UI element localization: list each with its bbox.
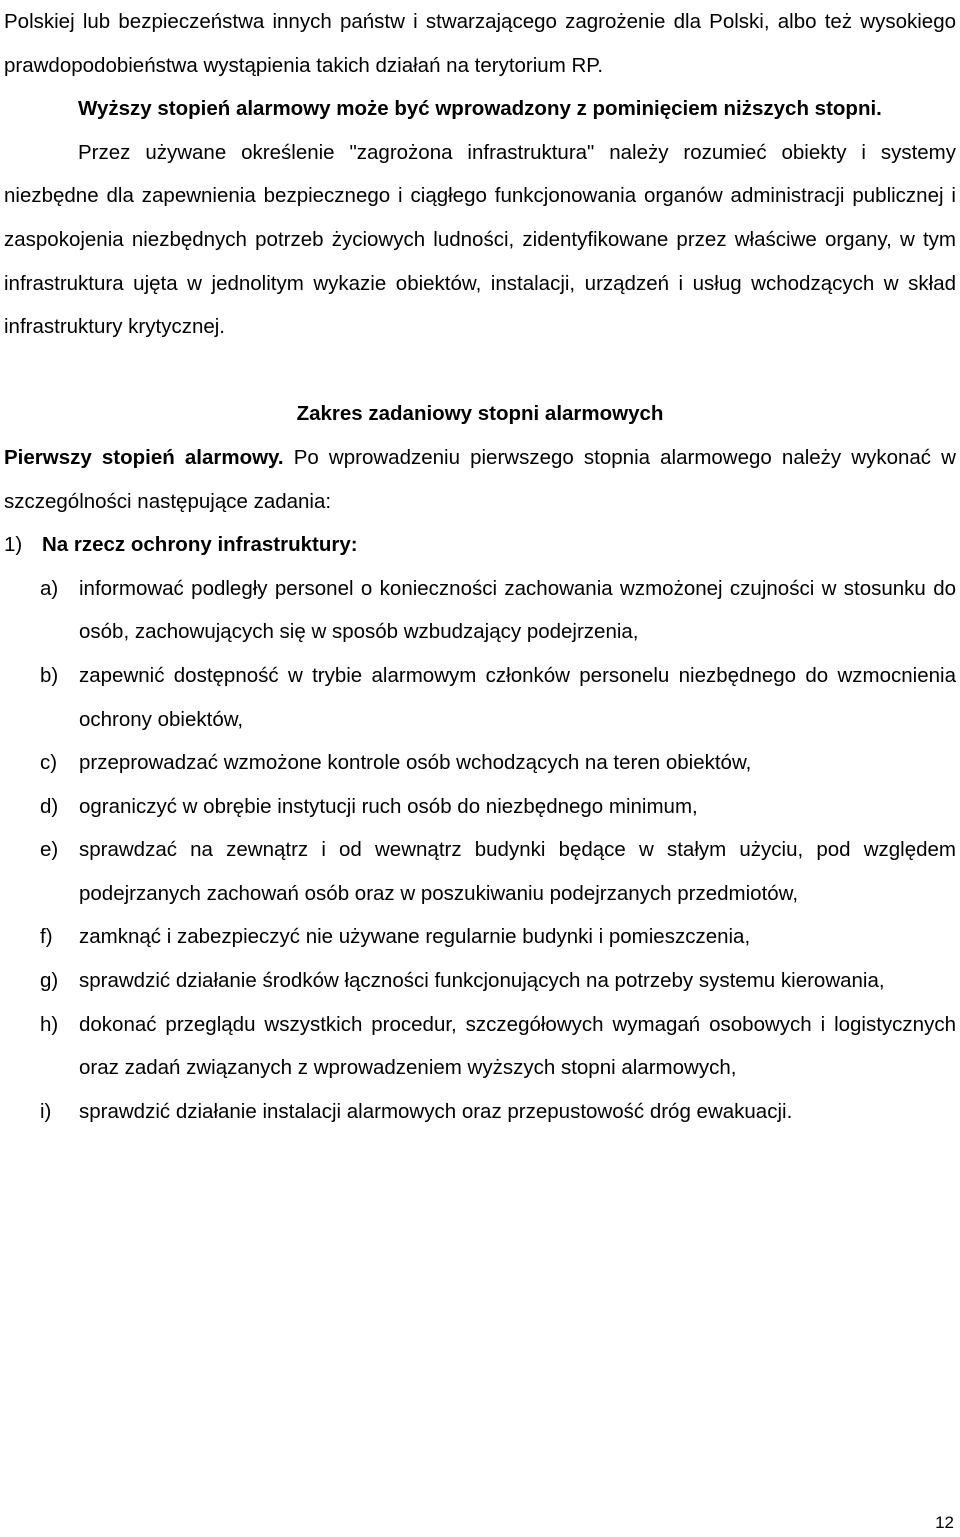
- intro-continuation-paragraph: Polskiej lub bezpieczeństwa innych państw i stwarzającego zagrożenie dla Polski, albo też wysokiego prawdopodobieństwa wystąpienia takich działań na terytorium RP.: [4, 10, 956, 77]
- list-item: [4, 1003, 956, 1090]
- subsection-title: Na rzecz ochrony infrastruktury:: [42, 533, 358, 557]
- section-title: Zakres zadaniowy stopni alarmowych: [296, 402, 664, 426]
- list-item: [4, 785, 956, 829]
- list-item-text: sprawdzić działanie środków łączności funkcjonujących na potrzeby systemu kierowania,: [79, 969, 885, 993]
- list-item-letter: i): [40, 1099, 52, 1123]
- document-page: [4, 0, 956, 1133]
- list-item-letter: h): [40, 1012, 59, 1036]
- list-item-text: dokonać przeglądu wszystkich procedur, szczegółowych wymagań osobowych i logistycznych oraz zadań związanych z wprowadzeniem wyższych stopni alarmowych,: [79, 1012, 956, 1080]
- first-level-intro: Po wprowadzeniu pierwszego stopnia alarmowego należy wykonać w szczególności następujące zadania:: [4, 445, 956, 513]
- subsection-number: 1): [4, 533, 23, 557]
- page-number: 12: [935, 1513, 954, 1532]
- first-level-heading: Pierwszy stopień alarmowy.: [4, 445, 284, 469]
- list-item-letter: f): [40, 925, 53, 949]
- list-item-text: ograniczyć w obrębie instytucji ruch osób do niezbędnego minimum,: [79, 794, 698, 818]
- list-item: [4, 828, 956, 915]
- list-item-text: sprawdzić działanie instalacji alarmowych oraz przepustowość dróg ewakuacji.: [79, 1099, 793, 1123]
- list-item-text: zamknąć i zabezpieczyć nie używane regularnie budynki i pomieszczenia,: [79, 925, 751, 949]
- list-item-letter: g): [40, 969, 59, 993]
- list-item-letter: e): [40, 838, 59, 862]
- list-item: [4, 654, 956, 741]
- list-item-letter: c): [40, 751, 58, 775]
- list-item: [4, 1090, 956, 1134]
- list-item-text: przeprowadzać wzmożone kontrole osób wchodzących na teren obiektów,: [79, 751, 752, 775]
- subsection-heading: [4, 523, 956, 567]
- definition-paragraph: Przez używane określenie "zagrożona infrastruktura" należy rozumieć obiekty i systemy niezbędne dla zapewnienia bezpiecznego i ciągłego funkcjonowania organów administracji publicznej i zaspokojenia niezbędnych potrzeb życiowych ludności, zidentyfikowane przez właściwe organy, w tym infrastruktura ujęta w jednolitym wykazie obiektów, instalacji, urządzeń i usług wchodzących w skład infrastruktury krytycznej.: [4, 140, 956, 339]
- blank-line: [4, 349, 956, 393]
- list-item-text: sprawdzać na zewnątrz i od wewnątrz budynki będące w stałym użyciu, pod względem podejrzanych zachowań osób oraz w poszukiwaniu podejrzanych przedmiotów,: [79, 838, 956, 905]
- list-item: [4, 741, 956, 785]
- list-item-text: informować podległy personel o konieczności zachowania wzmożonej czujności w stosunku do osób, zachowujących się w sposób wzbudzający podejrzenia,: [79, 576, 956, 644]
- list-item: [4, 567, 956, 654]
- first-level-paragraph: [4, 436, 956, 523]
- list-item-letter: a): [40, 576, 59, 600]
- list-item: [4, 959, 956, 1003]
- list-item-text: zapewnić dostępność w trybie alarmowym członków personelu niezbędnego do wzmocnienia ochrony obiektów,: [79, 663, 956, 731]
- list-item-letter: b): [40, 663, 59, 687]
- list-item-letter: d): [40, 794, 59, 818]
- list-item: [4, 915, 956, 959]
- higher-level-note: Wyższy stopień alarmowy może być wprowadzony z pominięciem niższych stopni.: [78, 97, 882, 121]
- task-list: [4, 567, 956, 1134]
